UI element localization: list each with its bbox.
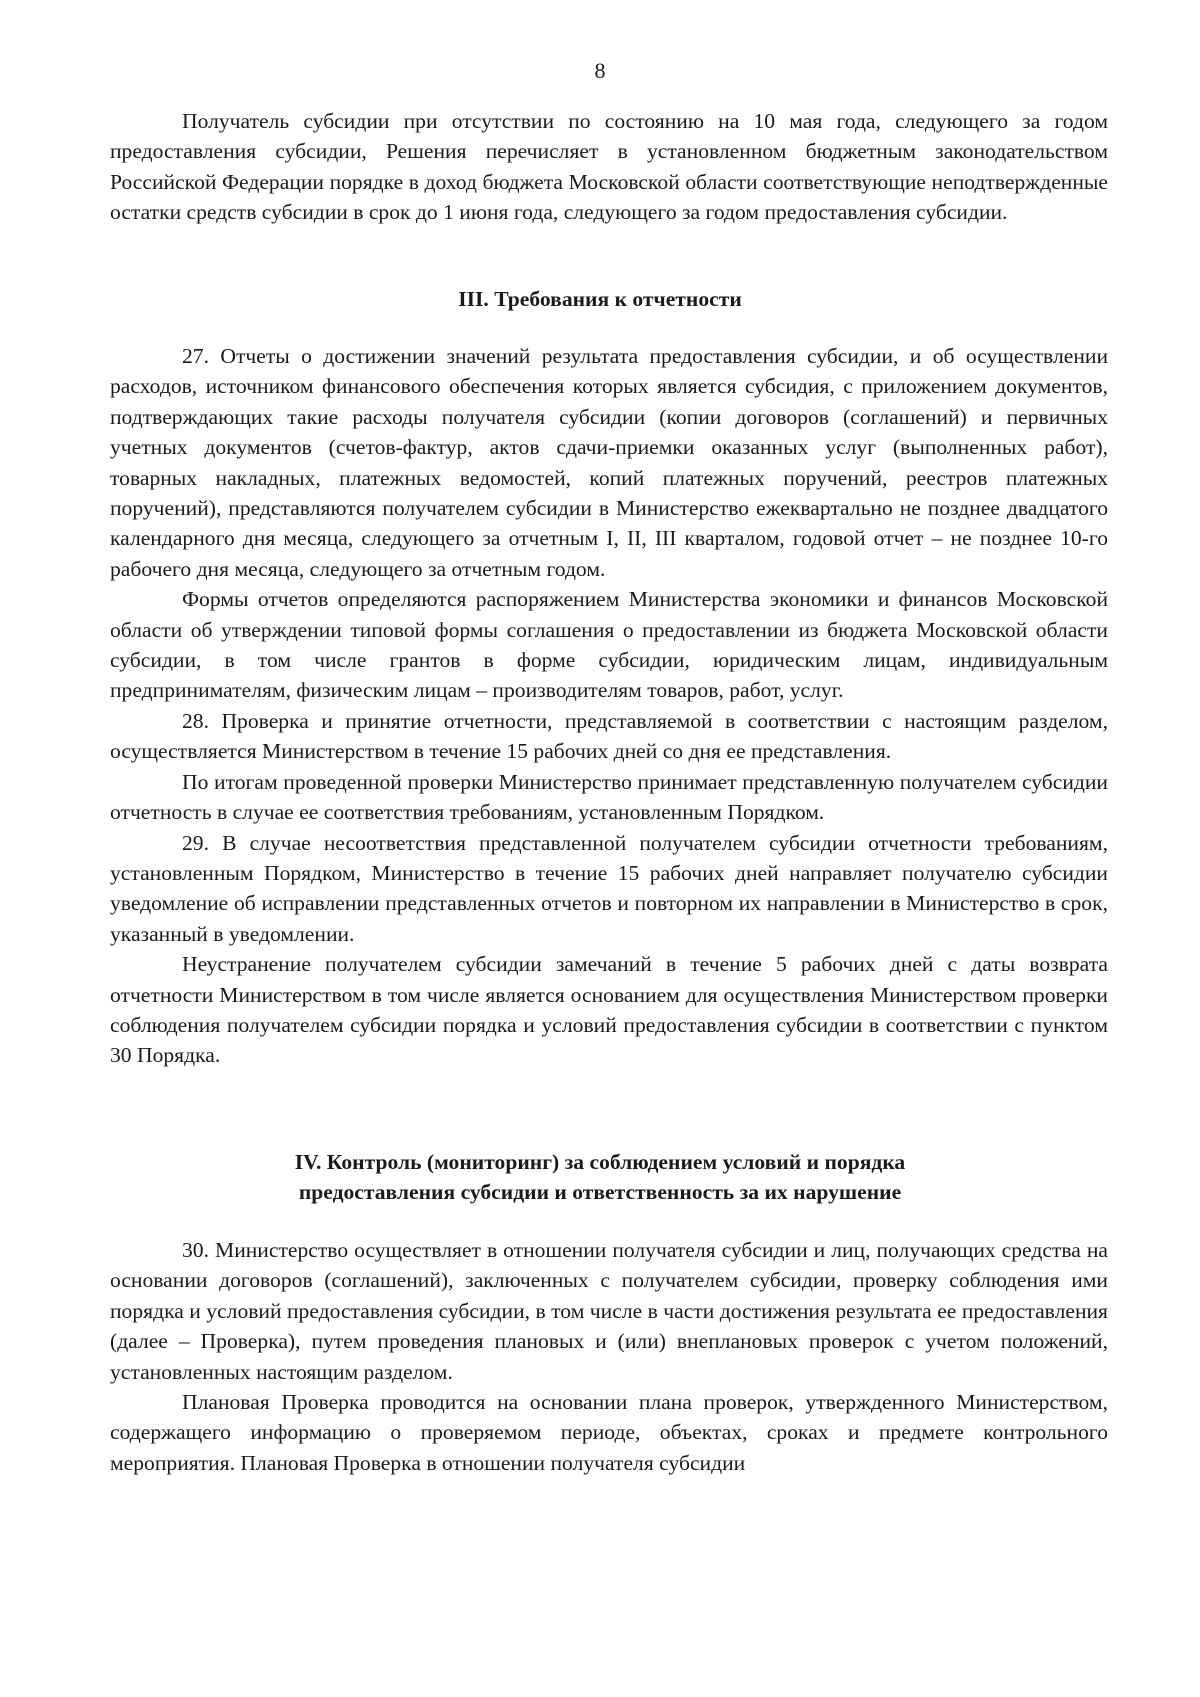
paragraph-29: 29. В случае несоответствия представленной получателем субсидии отчетности требованиям, установленным Порядком, Министерство в течение 15 рабочих дней направляет получателю субсидии уведомление об исправлении представленных отчетов и повторном их направлении в Министерство в срок, указанный в уведомлении. <box>110 830 1108 946</box>
paragraph: Формы отчетов определяются распоряжением Министерства экономики и финансов Московской области об утверждении типовой формы соглашения о предоставлении из бюджета Московской области субсидии, в том числе грантов в форме субсидии, юридическим лицам, индивидуальным предпринимателям, физическим лицам – производителям товаров, работ, услуг. <box>110 587 1108 703</box>
section-3-body <box>110 341 1108 1071</box>
section-4-title <box>0 1147 1200 1208</box>
paragraph: Плановая Проверка проводится на основании плана проверок, утвержденного Министерством, содержащего информацию о проверяемом периоде, объектах, сроках и предмете контрольного мероприятия. Плановая Проверка в отношении получателя субсидии <box>110 1390 1108 1475</box>
page-number: 8 <box>594 58 606 83</box>
paragraph-28: 28. Проверка и принятие отчетности, представляемой в соответствии с настоящим разделом, осуществляется Министерством в течение 15 рабочих дней со дня ее представления. <box>110 708 1108 764</box>
section-4-body <box>110 1235 1108 1478</box>
section-3-title <box>0 284 1200 314</box>
section-4-title-line-2: предоставления субсидии и ответственность за их нарушение <box>298 1180 902 1205</box>
paragraph: По итогам проведенной проверки Министерство принимает представленную получателем субсидии отчетность в случае ее соответствия требованиям, установленным Порядком. <box>110 769 1108 825</box>
intro-block <box>110 106 1108 228</box>
paragraph-27: 27. Отчеты о достижении значений результата предоставления субсидии, и об осуществлении расходов, источником финансового обеспечения которых является субсидия, с приложением документов, подтверждающих такие расходы получателя субсидии (копии договоров (соглашений) и первичных учетных документов (счетов-фактур, актов сдачи-приемки оказанных услуг (выполненных работ), товарных накладных, платежных ведомостей, копий платежных поручений, реестров платежных поручений), представляются получателем субсидии в Министерство ежеквартально не позднее двадцатого календарного дня месяца, следующего за отчетным I, II, III кварталом, годовой отчет – не позднее 10-го рабочего дня месяца, следующего за отчетным годом. <box>110 344 1108 581</box>
paragraph: Неустранение получателем субсидии замечаний в течение 5 рабочих дней с даты возврата отчетности Министерством в том числе является основанием для осуществления Министерством проверки соблюдения получателем субсидии порядка и условий предоставления субсидии в соответствии с пунктом 30 Порядка. <box>110 952 1108 1068</box>
section-4-title-line-1: IV. Контроль (мониторинг) за соблюдением условий и порядка <box>294 1150 906 1174</box>
paragraph-30: 30. Министерство осуществляет в отношении получателя субсидии и лиц, получающих средства на основании договоров (соглашений), заключенных с получателем субсидии, проверку соблюдения ими порядка и условий предоставления субсидии, в том числе в части достижения результата ее предоставления (далее – Проверка), путем проведения плановых и (или) внеплановых проверок с учетом положений, установленных настоящим разделом. <box>110 1238 1108 1384</box>
paragraph: Получатель субсидии при отсутствии по состоянию на 10 мая года, следующего за годом предоставления субсидии, Решения перечисляет в установленном бюджетным законодательством Российской Федерации порядке в доход бюджета Московской области соответствующие неподтвержденные остатки средств субсидии в срок до 1 июня года, следующего за годом предоставления субсидии. <box>110 109 1108 225</box>
section-3-title-text: III. Требования к отчетности <box>458 287 742 311</box>
